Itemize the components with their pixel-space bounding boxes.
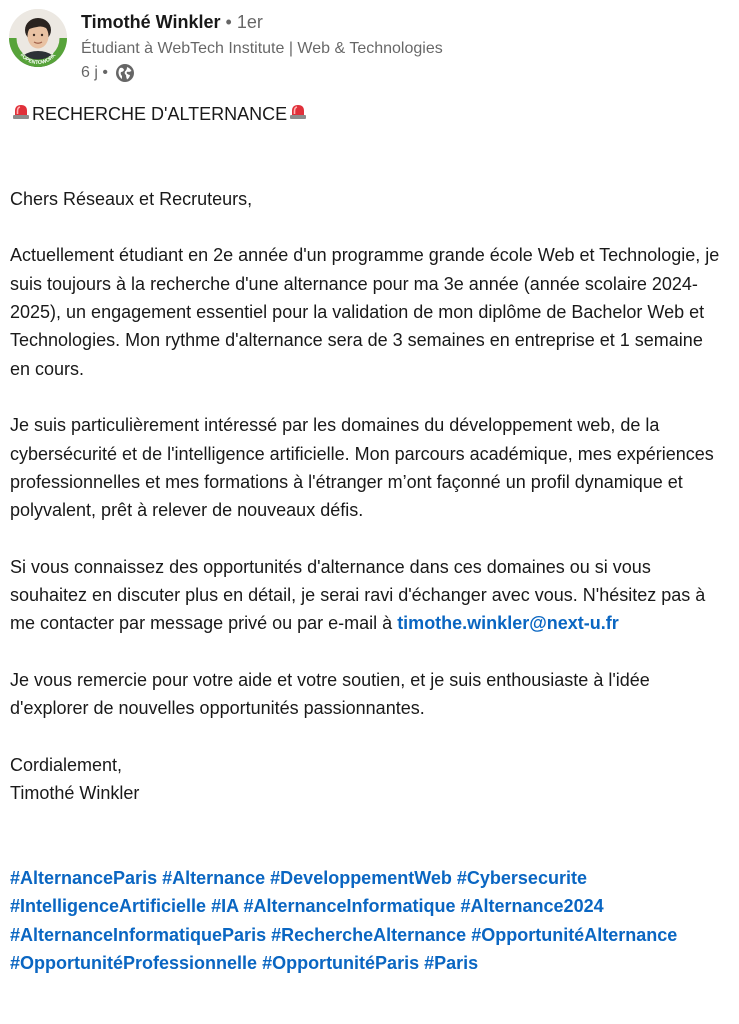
post-paragraph: Actuellement étudiant en 2e année d'un programme grande école Web et Technologie, je suis toujours à la recherche d'une alternance pour ma 3e année (année scolaire 2024-2025), un engagement essentiel pour la validation de mon diplôme de Bachelor Web et Technologies. Mon rythme d'alternance sera de 3 semaines en entreprise et 1 semaine en cours. — [10, 245, 720, 379]
opentowork-badge-text: #OPENTOWORK — [18, 52, 58, 67]
siren-icon — [10, 102, 32, 121]
hashtag-link[interactable]: #OpportunitéProfessionnelle — [10, 952, 258, 973]
author-name[interactable]: Timothé Winkler — [81, 12, 221, 32]
hashtag-link[interactable]: #Alternance — [162, 868, 266, 889]
post-paragraph: Je suis particulièrement intéressé par les domaines du développement web, de la cybersécurité et de l'intelligence artificielle. Mon parcours académique, mes expériences professionnelles et mes formations à l'étranger m’ont façonné un profil dynamique et polyvalent, prêt à relever de nouveaux défis. — [10, 415, 714, 521]
hashtag-link[interactable]: #AlternanceInformatique — [243, 896, 456, 917]
avatar-image — [9, 9, 67, 67]
post-signature: Timothé Winkler — [10, 783, 140, 804]
post-title-line — [10, 100, 726, 128]
hashtag-link[interactable]: #RechercheAlternance — [271, 924, 467, 945]
globe-icon — [115, 63, 135, 83]
hashtag-link[interactable]: #AlternanceParis — [10, 868, 158, 889]
hashtag-link[interactable]: #IA — [211, 896, 239, 917]
hashtag-link[interactable]: #OpportunitéParis — [262, 952, 420, 973]
post-meta — [81, 63, 135, 83]
hashtag-link[interactable]: #Paris — [424, 952, 479, 973]
post-title: RECHERCHE D'ALTERNANCE — [32, 104, 288, 124]
hashtag-list — [10, 864, 726, 977]
hashtag-link[interactable]: #Cybersecurite — [456, 868, 587, 889]
siren-icon — [287, 102, 309, 121]
post-paragraph-text: Si vous connaissez des opportunités d'alternance dans ces domaines ou si vous souhaitez en discuter plus en détail, je serai ravi d'échanger avec vous. N'hésitez pas à me contacter par message privé ou par e-mail à — [10, 556, 706, 634]
hashtag-link[interactable]: #AlternanceInformatiqueParis — [10, 924, 267, 945]
post-paragraph — [10, 553, 726, 638]
email-link[interactable]: timothe.winkler@next-u.fr — [397, 613, 619, 634]
post-greeting: Chers Réseaux et Recruteurs, — [10, 188, 253, 209]
post-closing: Cordialement, — [10, 754, 123, 775]
hashtag-link[interactable]: #Alternance2024 — [460, 896, 604, 917]
post-paragraph: Je vous remercie pour votre aide et votre soutien, et je suis enthousiaste à l'idée d'explorer de nouvelles opportunités passionnantes. — [10, 669, 650, 719]
post-body — [10, 100, 726, 977]
hashtag-link[interactable]: #IntelligenceArtificielle — [10, 896, 207, 917]
author-avatar[interactable] — [9, 9, 67, 67]
post-time: 6 j • — [81, 64, 108, 81]
connection-degree: • 1er — [225, 12, 263, 32]
hashtag-link[interactable]: #OpportunitéAlternance — [471, 924, 678, 945]
author-headline: Étudiant à WebTech Institute | Web & Technologies — [81, 40, 443, 57]
hashtag-link[interactable]: #DeveloppementWeb — [270, 868, 452, 889]
author-name-row[interactable] — [81, 12, 263, 33]
